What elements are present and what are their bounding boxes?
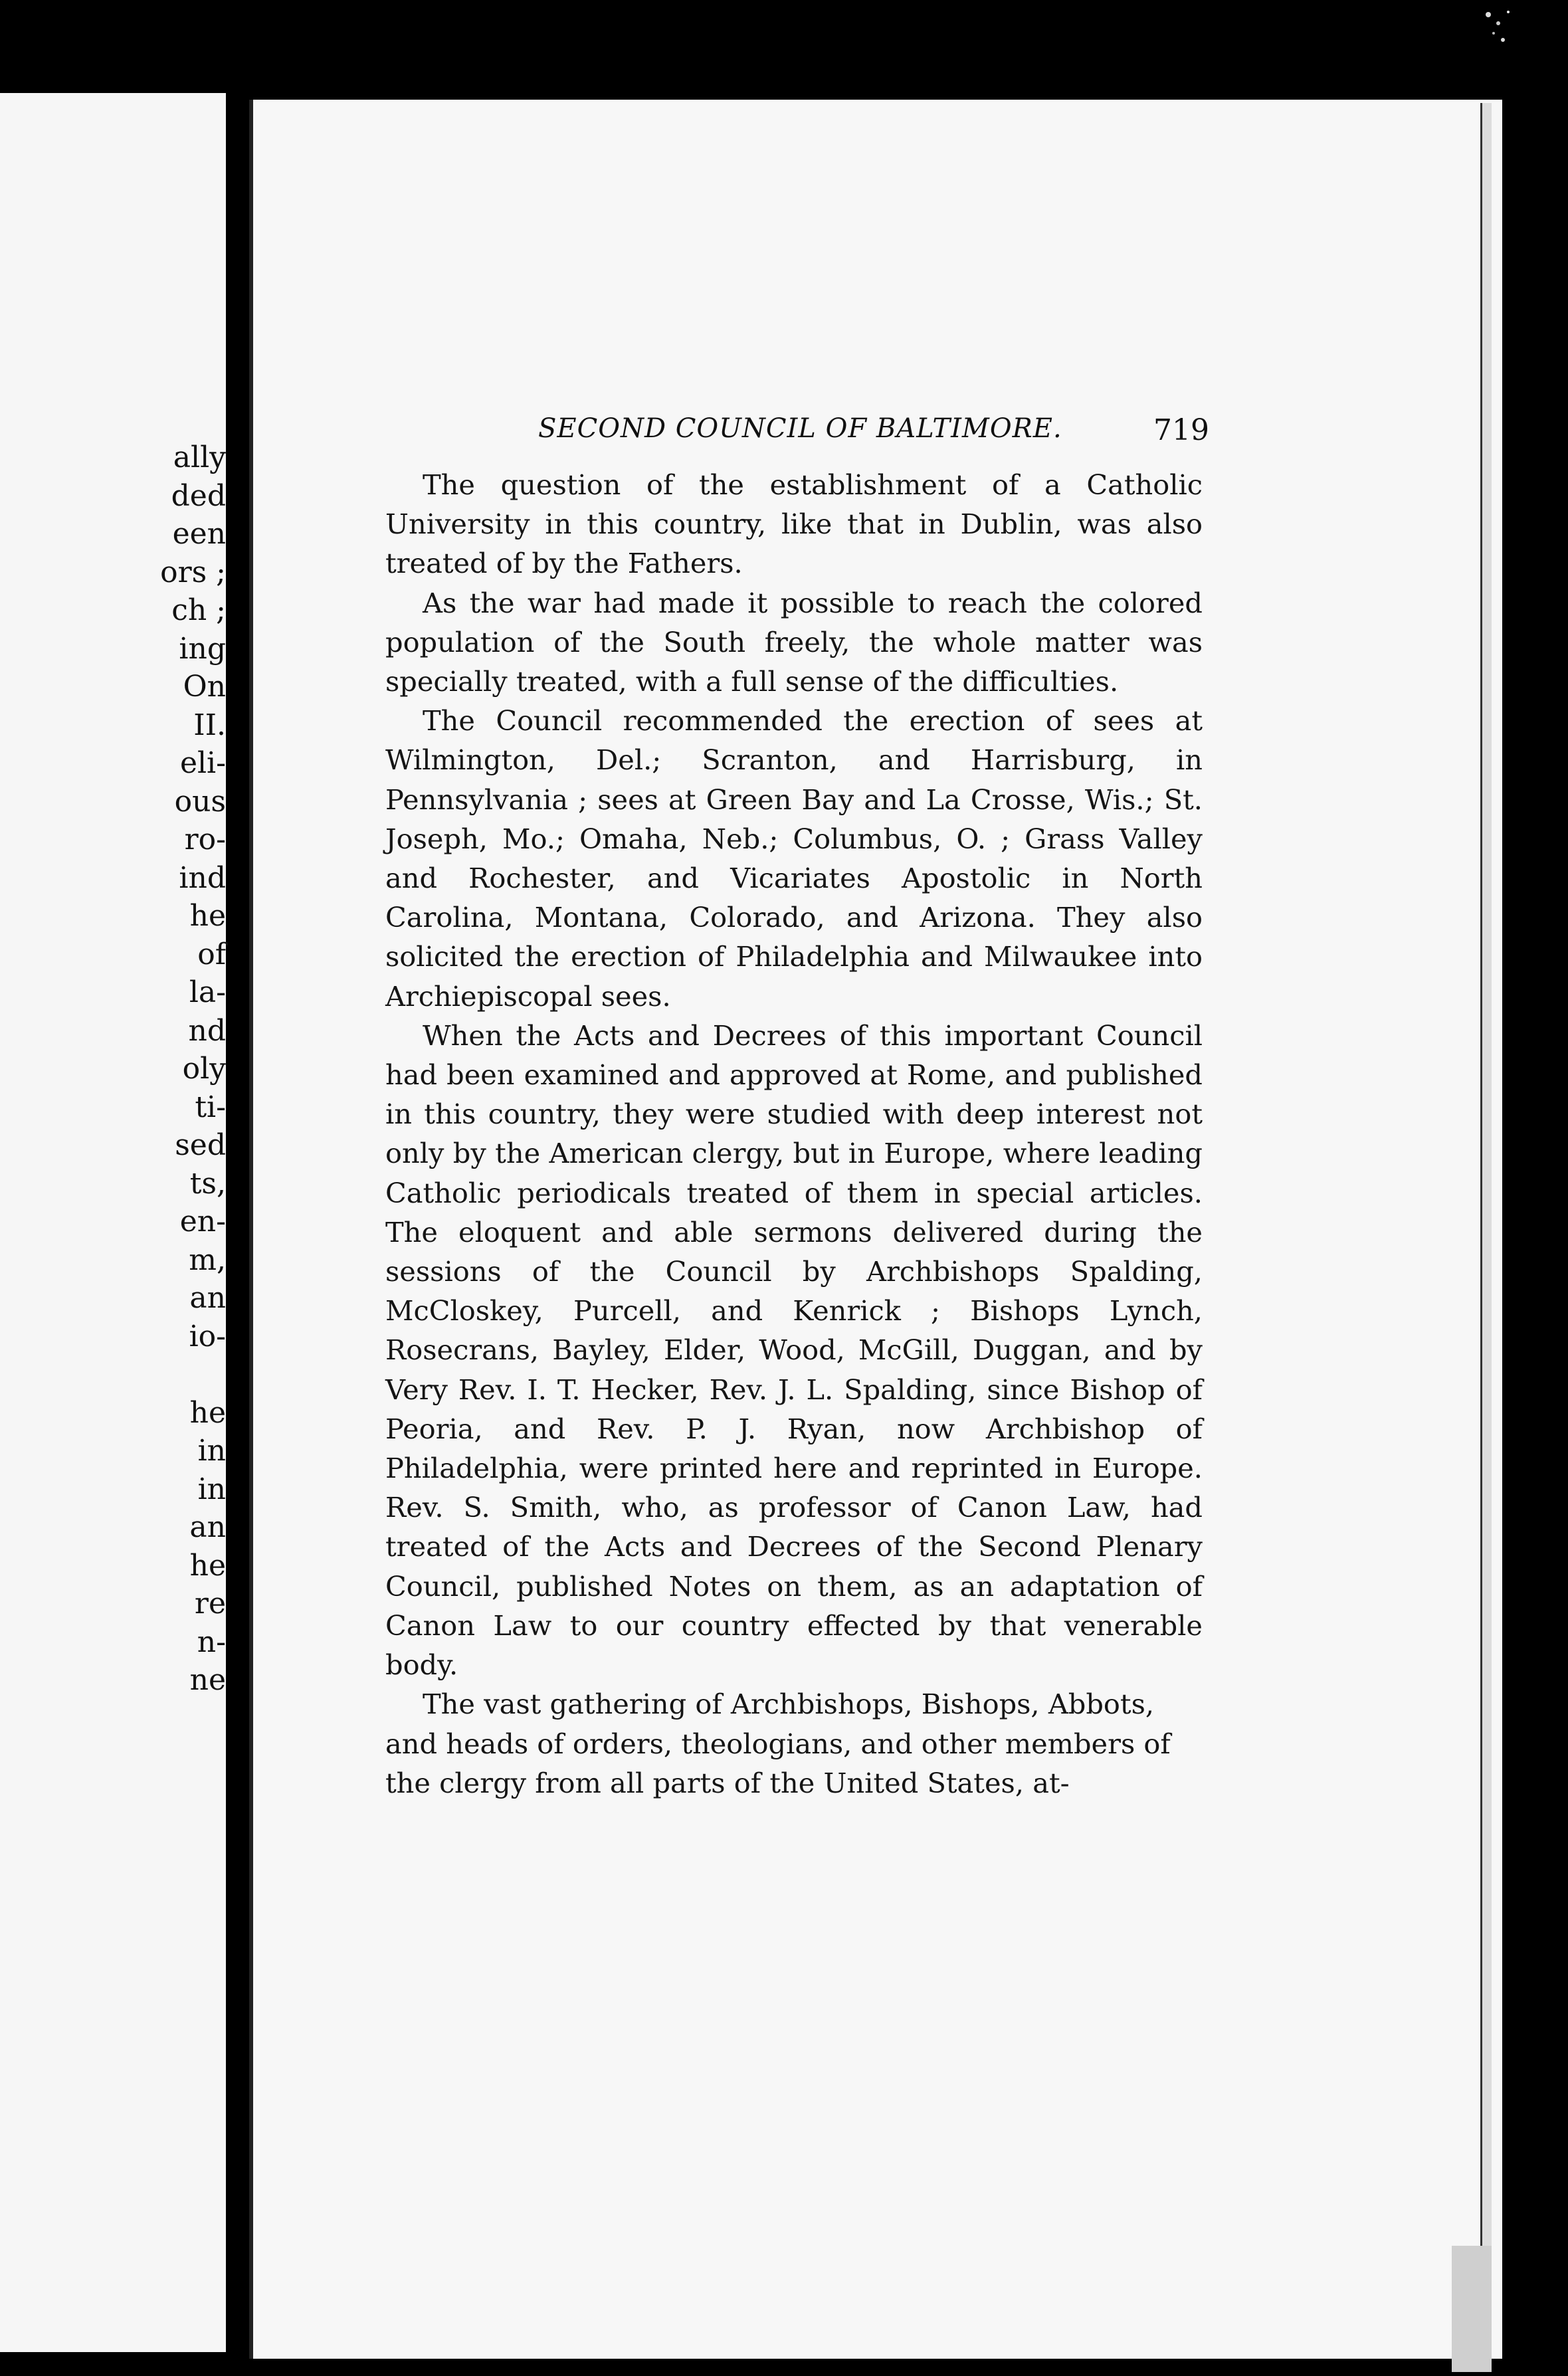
left-fragment: ro- — [184, 823, 226, 856]
left-fragment — [133, 1355, 226, 1394]
left-fragment: ti- — [195, 1090, 226, 1124]
left-fragment: in — [197, 1434, 226, 1468]
left-fragment: ous — [174, 784, 226, 819]
body-text — [385, 465, 1203, 1803]
left-page-text-fragments — [133, 439, 226, 1700]
left-fragment: n- — [197, 1625, 226, 1659]
left-fragment: ing — [179, 631, 226, 666]
running-title: SECOND COUNCIL OF BALTIMORE. — [538, 413, 1062, 444]
paragraph: The vast gathering of Archbishops, Bishops, Abbots, and heads of orders, theologians, and other members of the clergy from all parts of the United States, at- — [385, 1688, 1171, 1799]
left-fragment: an — [189, 1281, 226, 1315]
left-fragment: re — [194, 1587, 226, 1621]
left-fragment: ne — [189, 1663, 226, 1697]
left-fragment: en- — [179, 1205, 226, 1238]
left-fragment: nd — [188, 1013, 226, 1048]
running-header — [538, 413, 1209, 453]
paragraph: The Council recommended the erection of sees at Wilmington, Del.; Scranton, and Harrisburg, in Pennsylvania ; sees at Green Bay and La Crosse, Wis.; St. Joseph, Mo.; Omaha, Neb.; Columbus, O. ; Grass Valley and Rochester, and Vicariates Apostolic in North Carolina, Montana, Colorado, and Arizona. They also solicited the erection of Philadelphia and Milwaukee into Archiepiscopal sees. — [385, 704, 1203, 1013]
page-edge-shadow — [1452, 2246, 1492, 2372]
left-fragment: in — [197, 1472, 226, 1506]
left-fragment: ded — [171, 478, 226, 513]
left-fragment: ors ; — [160, 555, 226, 589]
left-facing-page — [0, 93, 226, 2352]
left-fragment: io- — [189, 1319, 226, 1353]
page-edge — [1480, 103, 1492, 2316]
left-fragment: of — [197, 937, 226, 971]
left-fragment: ally — [173, 441, 226, 474]
left-fragment: II. — [193, 708, 226, 742]
paragraph: As the war had made it possible to reach the colored population of the South freely, the whole matter was specially treated, with a full sense of the difficulties. — [385, 586, 1203, 698]
left-fragment: an — [189, 1510, 226, 1544]
left-fragment: eli- — [179, 746, 226, 780]
left-fragment: ind — [179, 860, 226, 895]
left-fragment: On — [183, 670, 226, 704]
left-fragment: m, — [189, 1242, 226, 1277]
left-fragment: he — [189, 1395, 226, 1430]
left-fragment: he — [189, 899, 226, 933]
left-fragment: ts, — [189, 1166, 226, 1201]
paragraph: When the Acts and Decrees of this important Council had been examined and approved at Rome, and published in this country, they were studied with deep interest not only by the American clergy, but in Europe, where leading Catholic periodicals treated of them in special articles. The eloquent and able sermons delivered during the sessions of the Council by Archbishops Spalding, McCloskey, Purcell, and Kenrick ; Bishops Lynch, Rosecrans, Bayley, Elder, Wood, McGill, Duggan, and by Very Rev. I. T. Hecker, Rev. J. L. Spalding, since Bishop of Peoria, and Rev. P. J. Ryan, now Archbishop of Philadelphia, were printed here and reprinted in Europe. Rev. S. Smith, who, as professor of Canon Law, had treated of the Acts and Decrees of the Second Plenary Council, published Notes on them, as an adaptation of Canon Law to our country effected by that venerable body. — [385, 1019, 1203, 1682]
page-number: 719 — [1153, 413, 1209, 447]
scan-specks — [1462, 0, 1568, 66]
left-fragment: he — [189, 1548, 226, 1583]
left-fragment: oly — [182, 1052, 226, 1086]
left-fragment: ch ; — [171, 593, 226, 627]
left-fragment: een — [172, 517, 226, 551]
left-fragment: sed — [175, 1128, 226, 1162]
left-fragment: la- — [189, 975, 226, 1009]
paragraph: The question of the establishment of a Catholic University in this country, like that in Dublin, was also treated of by the Fathers. — [385, 468, 1203, 580]
